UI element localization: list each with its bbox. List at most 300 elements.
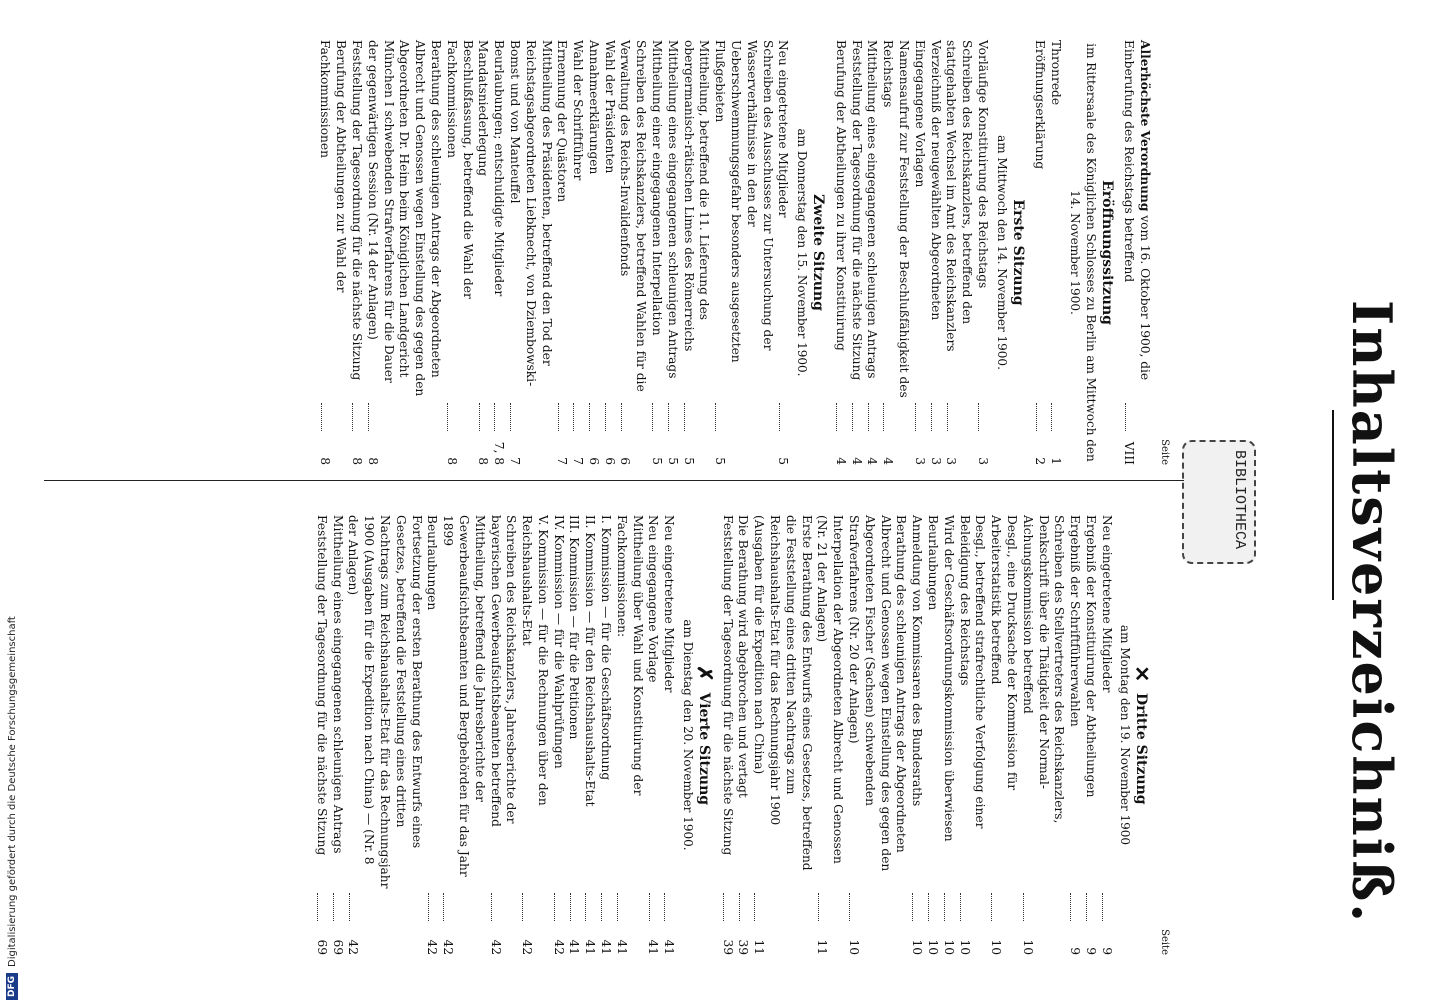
toc-page-number: 10 (957, 939, 972, 955)
toc-leader-dots (352, 403, 353, 431)
toc-entry (645, 515, 661, 955)
toc-entry-text (987, 515, 1019, 889)
toc-entry-body: Schreiben des Stellvertreters des Reichskanzlers, Denkschrift über die Thätigkeit der Normal-Aichungskommission betreffend (1020, 515, 1067, 824)
toc-entry (680, 40, 712, 465)
toc-leader-dots (1051, 403, 1052, 431)
toc-entry-body: Ergebniß der Schriftführerwahlen (1068, 515, 1083, 727)
section-date-zweite: am Donnerstag den 15. November 1900. (795, 128, 810, 377)
toc-entry-text (845, 515, 908, 889)
toc-entry-body: Feststellung der Tagesordnung für die nächste Sitzung (720, 515, 735, 856)
toc-entry-text (927, 40, 943, 399)
toc-entry (597, 515, 613, 955)
toc-entry (617, 40, 649, 465)
toc-entry-text (680, 40, 712, 399)
toc-entry-text (719, 515, 735, 889)
toc-leader-dots (558, 403, 559, 431)
toc-entry (864, 40, 880, 465)
toc-page-number: 11 (752, 939, 767, 955)
entries-erste (832, 40, 990, 465)
toc-entry-text (443, 40, 475, 399)
toc-entry-body: Beschlußfassung, betreffend die Wahl der Fachkommissionen (444, 40, 475, 299)
section-heading-eroeffnung: Eröffnungssitzung (1098, 180, 1115, 325)
toc-page-number: 7, 8 (492, 441, 507, 465)
section-heading-dritte-text: Dritte Sitzung (1133, 693, 1150, 805)
toc-entry (711, 40, 774, 465)
toc-entry-text (911, 40, 927, 399)
toc-leader-dots (617, 893, 618, 921)
toc-leader-dots (1036, 403, 1037, 431)
toc-entry-body: I. Kommission — für die Geschäftsordnung (599, 515, 614, 781)
toc-page-number: 41 (599, 939, 614, 955)
toc-entry-text (506, 40, 553, 399)
toc-entry (554, 40, 570, 465)
toc-leader-dots (944, 893, 945, 921)
page-title: Inhaltsverzeichniß. (1340, 300, 1404, 925)
toc-entry-body: Thronrede (1049, 40, 1064, 106)
toc-page-number: 2 (1033, 457, 1048, 465)
toc-entry (348, 40, 364, 465)
toc-entry-body: III. Kommission — für die Petitionen (567, 515, 582, 740)
toc-page-number: 39 (720, 939, 735, 955)
toc-page-number: 10 (925, 939, 940, 955)
toc-page-number: 9 (1099, 947, 1114, 955)
toc-entry-body: Ernennung der Quästoren (555, 40, 570, 203)
toc-page-number: 42 (346, 939, 361, 955)
toc-entry (927, 40, 943, 465)
toc-entry (848, 40, 864, 465)
section-heading-erste: Erste Sitzung (1009, 199, 1026, 306)
toc-entry-text (569, 40, 585, 399)
toc-leader-dots (491, 893, 492, 921)
toc-entry-body: Vorläufige Konstituirung des Reichstags (976, 40, 991, 289)
toc-entry (364, 40, 443, 465)
toc-entry-text (554, 40, 570, 399)
toc-entry-body: Berathung des schleunigen Antrags der Abgeordneten Albrecht und Genossen wegen Einstellung des gegen den Abgeordneten Dr. Heim beim Königlichen Landgericht München I schwebenden Strafverfahrens für die Dauer der gegenwärtigen Session (Nr. 14 der Anlagen) (365, 40, 443, 397)
toc-page-number: 7 (507, 457, 522, 465)
toc-entry-text (424, 515, 440, 889)
toc-entry-body: IV. Kommission — für die Wahlprüfungen (551, 515, 566, 769)
toc-entry (439, 515, 486, 955)
toc-entry-text (601, 40, 617, 399)
toc-entry-body: II. Kommission — für den Reichshaushalts-Etat (583, 515, 598, 807)
toc-leader-dots (723, 893, 724, 921)
toc-page-number: 42 (488, 939, 503, 955)
toc-entry (443, 40, 475, 465)
toc-entry-body: Eingegangene Vorlagen (912, 40, 927, 188)
toc-page-number: 7 (555, 457, 570, 465)
toc-leader-dots (928, 893, 929, 921)
toc-leader-dots (522, 893, 523, 921)
toc-entry-body: Die Berathung wird abgebrochen und vertagt (736, 515, 751, 798)
toc-entry (735, 515, 751, 955)
toc-entry-text (645, 515, 661, 889)
toc-entry-text (475, 40, 491, 399)
toc-entry (940, 515, 956, 955)
toc-entry-text (664, 40, 680, 399)
toc-entry-body: Berathung des schleunigen Antrags der Abgeordneten Albrecht und Genossen wegen Einstellung des gegen den Abgeordneten Fischer (Sachsen) schwebenden Strafverfahrens (Nr. 20 der Anlagen) (846, 515, 909, 872)
toc-entry-text (566, 515, 582, 889)
toc-entry-text (940, 515, 956, 889)
toc-page-number: 6 (586, 457, 601, 465)
toc-leader-dots (349, 893, 350, 921)
toc-entry-body: Berufung der Abtheilungen zur Wahl der Fachkommissionen (318, 40, 349, 293)
toc-leader-dots (739, 893, 740, 921)
toc-entry-text (660, 515, 676, 889)
toc-page-number: 10 (989, 939, 1004, 955)
toc-page-number: 42 (425, 939, 440, 955)
toc-page-number: 39 (736, 939, 751, 955)
toc-leader-dots (1023, 893, 1024, 921)
column-divider (44, 480, 1184, 481)
toc-entry-text (582, 515, 598, 889)
toc-entry (814, 515, 846, 955)
toc-leader-dots (317, 893, 318, 921)
toc-entry (345, 515, 424, 955)
title-rule (1332, 410, 1334, 600)
toc-page-number: 41 (662, 939, 677, 955)
toc-entry-body: Neu eingegangene Vorlage (646, 515, 661, 683)
footer-text: Digitalisierung gefördert durch die Deutsche Forschungsgemeinschaft (6, 616, 18, 967)
toc-entry-body: Schreiben des Reichskanzlers, betreffend Wahlen für die Verwaltung des Reichs-Invalidenfonds (618, 40, 649, 392)
toc-entry-body: Eröffnungserklärung (1033, 40, 1048, 170)
toc-entry (1121, 40, 1153, 465)
entries-eroeffnung (1032, 40, 1064, 465)
toc-entry (475, 40, 491, 465)
stamp-text: BIBLIOTHECA (1231, 450, 1248, 550)
toc-page-number: 3 (976, 457, 991, 465)
toc-page-number: 69 (314, 939, 329, 955)
toc-entry-text (814, 515, 846, 889)
toc-page-number: 5 (776, 457, 791, 465)
toc-entry-body: Schreiben des Reichskanzlers, betreffend den stattgehabten Wechsel im Amt des Reichskanzlers (944, 40, 975, 352)
toc-entry-body: Feststellung der Tagesordnung für die nächste Sitzung (849, 40, 864, 381)
toc-page-number: 1 (1049, 457, 1064, 465)
toc-leader-dots (570, 893, 571, 921)
toc-entry-body: vom 16. Oktober 1900, die Einberufung des Reichstags betreffend (1122, 40, 1153, 381)
toc-leader-dots (510, 403, 511, 431)
toc-entry-text (617, 40, 649, 399)
handwritten-cross-icon: ✕ (1130, 665, 1155, 683)
toc-entry (550, 515, 566, 955)
toc-entry (1047, 40, 1063, 465)
toc-entry-text (597, 515, 613, 889)
toc-page-number: 41 (646, 939, 661, 955)
toc-page-number: 41 (583, 939, 598, 955)
toc-entry-text (1082, 515, 1098, 889)
toc-leader-dots (883, 403, 884, 431)
toc-page-number: 5 (713, 457, 728, 465)
section-heading-dritte (1130, 515, 1155, 955)
toc-leader-dots (779, 403, 780, 431)
toc-entry (911, 40, 927, 465)
toc-leader-dots (601, 893, 602, 921)
section-heading-vierte-text: Vierte Sitzung (695, 692, 712, 806)
toc-leader-dots (818, 893, 819, 921)
toc-entry-text (648, 40, 664, 399)
toc-leader-dots (1070, 893, 1071, 921)
toc-entry-text (924, 515, 940, 889)
library-stamp (1182, 440, 1256, 564)
toc-entry-text (974, 40, 990, 399)
toc-page-number: 5 (665, 457, 680, 465)
toc-page-number: 4 (849, 457, 864, 465)
toc-entry-text (832, 40, 848, 399)
toc-entry-body: Mittheilung einer eingegangenen Interpellation (650, 40, 665, 336)
toc-leader-dots (573, 403, 574, 431)
toc-entry (719, 515, 735, 955)
toc-entry-text (1032, 40, 1048, 399)
toc-entry (566, 515, 582, 955)
toc-page-number: 4 (865, 457, 880, 465)
toc-entry-text (943, 40, 975, 399)
toc-entry-text (585, 40, 601, 399)
toc-entry-text (775, 40, 791, 399)
toc-entry (832, 40, 848, 465)
toc-leader-dots (684, 403, 685, 431)
toc-leader-dots (605, 403, 606, 431)
toc-entry (943, 40, 975, 465)
toc-entry-text (345, 515, 424, 889)
toc-page-number: 42 (551, 939, 566, 955)
toc-entry (506, 40, 553, 465)
toc-entry-body: Mittheilung, betreffend die 11. Lieferung des obergermanisch-rätischen Limes des Römerreichs (681, 40, 712, 352)
toc-leader-dots (652, 403, 653, 431)
toc-page-number: 5 (681, 457, 696, 465)
toc-entry (613, 515, 645, 955)
toc-leader-dots (915, 403, 916, 431)
toc-entry-body: Feststellung der Tagesordnung für die nächste Sitzung (314, 515, 329, 856)
toc-entry-body: Beurlaubungen; entschuldigte Mitglieder (492, 40, 507, 297)
toc-leader-dots (494, 403, 495, 431)
toc-leader-dots (978, 403, 979, 431)
toc-entry-body: Annahmeerklärungen (586, 40, 601, 175)
toc-entry-body: Desgl., betreffend strafrechtliche Verfolgung einer Beleidigung des Reichstags (957, 515, 988, 829)
toc-leader-dots (754, 893, 755, 921)
toc-leader-dots (1102, 893, 1103, 921)
entries-dritte (719, 515, 1114, 955)
toc-leader-dots (868, 403, 869, 431)
toc-entry (987, 515, 1019, 955)
toc-entry-body: Mittheilung eines eingegangenen schleunigen Antrags (865, 40, 880, 379)
toc-entry (487, 515, 519, 955)
toc-entry-text (956, 515, 988, 889)
entries-zweite (317, 40, 791, 465)
footer-credit (6, 0, 18, 1000)
toc-page-number: 3 (912, 457, 927, 465)
toc-entry-lead: Allerhöchste Verordnung (1138, 40, 1153, 212)
toc-entry (317, 40, 349, 465)
intro-list (1121, 40, 1153, 465)
toc-page-number: 8 (476, 457, 491, 465)
left-column (317, 40, 1172, 465)
toc-entry-text (364, 40, 443, 399)
toc-page-number: 8 (365, 457, 380, 465)
toc-page-number: 10 (941, 939, 956, 955)
toc-entry (924, 515, 940, 955)
toc-leader-dots (947, 403, 948, 431)
toc-page-number: 8 (349, 457, 364, 465)
toc-entry-body: Namensaufruf zur Feststellung der Beschlußfähigkeit des Reichstags (881, 40, 912, 398)
toc-entry-text (518, 515, 550, 889)
toc-entry-text (848, 40, 864, 399)
toc-entry-body: Schreiben des Ausschusses zur Untersuchung der Wasserverhältnisse in den der Ueberschwemmungsgefahr besonders ausgesetzten Flußgebieten (713, 40, 775, 363)
toc-entry-body: V. Kommission — für die Rechnungen über den Reichshaushalts-Etat (520, 515, 550, 806)
section-date-erste: am Mittwoch den 14. November 1900. (994, 135, 1009, 370)
toc-entry (1082, 515, 1098, 955)
toc-entry-body: Schreiben des Reichskanzlers, Jahresberichte der bayerischen Gewerbeaufsichtsbeamten betreffend (488, 515, 519, 827)
toc-entry-text (613, 515, 645, 889)
toc-page-number: 6 (602, 457, 617, 465)
toc-entry (879, 40, 911, 465)
toc-leader-dots (479, 403, 480, 431)
toc-entry (313, 515, 329, 955)
toc-entry-text (313, 515, 329, 889)
toc-leader-dots (1086, 893, 1087, 921)
toc-entry (664, 40, 680, 465)
section-date-eroeffnung: im Rittersaale des Königlichen Schlosses zu Berlin am Mittwoch den 14. November 1900. (1068, 43, 1098, 462)
toc-entry (775, 40, 791, 465)
toc-leader-dots (443, 893, 444, 921)
toc-leader-dots (664, 893, 665, 921)
toc-entry-body: Anmeldung von Kommissaren des Bundesraths (910, 515, 925, 807)
toc-leader-dots (931, 403, 932, 431)
toc-entry-text (329, 515, 345, 889)
toc-entry-text (348, 40, 364, 399)
toc-entry-text (750, 515, 813, 889)
toc-entry-text (490, 40, 506, 399)
toc-entry-text (439, 515, 486, 889)
toc-page-number: 10 (846, 939, 861, 955)
toc-entry-body: Mittheilung des Präsidenten, betreffend den Tod der Reichstagsabgeordneten Liebknecht, von Dziembowski-Bomst und von Manteuffel (507, 40, 554, 387)
toc-leader-dots (589, 403, 590, 431)
toc-entry-body: Interpellation der Abgeordneten Albrecht und Genossen (Nr. 21 der Anlagen) (815, 515, 846, 864)
toc-leader-dots (586, 893, 587, 921)
toc-entry (329, 515, 345, 955)
toc-entry (1019, 515, 1066, 955)
toc-entry (648, 40, 664, 465)
toc-leader-dots (668, 403, 669, 431)
toc-leader-dots (1125, 403, 1126, 431)
toc-entry (601, 40, 617, 465)
toc-entry-body: Wahl der Schriftführer (571, 40, 586, 181)
section-heading-zweite: Zweite Sitzung (810, 194, 827, 311)
toc-entry-body: Verzeichniß der neugewählten Abgeordneten (928, 40, 943, 321)
toc-entry-body: Beurlaubungen (425, 515, 440, 611)
toc-entry-body: Mittheilung eines eingegangenen schleunigen Antrags (330, 515, 345, 854)
toc-leader-dots (836, 403, 837, 431)
toc-entry-body: Neu eingetretene Mitglieder (662, 515, 677, 693)
toc-entry-body: Neu eingetretene Mitglieder (1099, 515, 1114, 693)
toc-page-number: VIII (1122, 441, 1137, 465)
toc-entry-body: Mittheilung eines eingegangenen schleunigen Antrags (665, 40, 680, 379)
toc-page-number: 42 (441, 939, 456, 955)
toc-leader-dots (960, 893, 961, 921)
toc-entry (490, 40, 506, 465)
toc-entry-body: Berufung der Abtheilungen zu ihrer Konstituirung (833, 40, 848, 351)
toc-leader-dots (649, 893, 650, 921)
toc-page-number: 4 (881, 457, 896, 465)
toc-page-number: 69 (330, 939, 345, 955)
toc-page-number: 4 (833, 457, 848, 465)
toc-leader-dots (852, 403, 853, 431)
toc-entry-body: Neu eingetretene Mitglieder (776, 40, 791, 218)
toc-entry (424, 515, 440, 955)
toc-page-number: 9 (1068, 947, 1083, 955)
toc-page-number: 9 (1083, 947, 1098, 955)
toc-entry-text (550, 515, 566, 889)
toc-entry-text (1098, 515, 1114, 889)
section-date-vierte: am Dienstag den 20. November 1900. (681, 619, 696, 851)
seite-label-left: Seite (1159, 439, 1170, 465)
entries-vierte (313, 515, 676, 955)
dfg-logo: DFG (6, 973, 18, 1000)
toc-page-number: 10 (910, 939, 925, 955)
toc-entry-text (864, 40, 880, 399)
toc-entry (750, 515, 813, 955)
toc-page-number: 6 (618, 457, 633, 465)
toc-entry (660, 515, 676, 955)
right-column (313, 515, 1172, 955)
toc-page-number: 42 (520, 939, 535, 955)
toc-page-number: 7 (571, 457, 586, 465)
toc-entry (845, 515, 908, 955)
toc-page-number: 41 (614, 939, 629, 955)
toc-entry (518, 515, 550, 955)
toc-page-number: 5 (650, 457, 665, 465)
toc-leader-dots (621, 403, 622, 431)
toc-entry (582, 515, 598, 955)
toc-entry (1032, 40, 1048, 465)
toc-entry-text (711, 40, 774, 399)
toc-entry-body: Mittheilung über Wahl und Konstituirung der Fachkommissionen: (614, 515, 645, 796)
toc-entry-body: Feststellung der Tagesordnung für die nächste Sitzung (349, 40, 364, 381)
toc-page-number: 3 (928, 457, 943, 465)
toc-leader-dots (368, 403, 369, 431)
toc-page-number: 41 (567, 939, 582, 955)
toc-leader-dots (912, 893, 913, 921)
toc-entry-text (879, 40, 911, 399)
toc-entry-text (908, 515, 924, 889)
toc-entry-text (487, 515, 519, 889)
toc-entry-body: Desgl., eine Drucksache der Kommission für Arbeiterstatistik betreffend (989, 515, 1019, 791)
toc-entry (908, 515, 924, 955)
toc-entry-text (1066, 515, 1082, 889)
toc-entry-body: Mittheilung, betreffend die Jahresberichte der Gewerbeaufsichtsbeamten und Bergbehörden für das Jahr 1899 (441, 515, 487, 877)
toc-entry-text (317, 40, 349, 399)
handwritten-mark-icon: ✗ (692, 664, 717, 682)
toc-entry-text (1019, 515, 1066, 889)
toc-page-number: 8 (318, 457, 333, 465)
toc-entry (1066, 515, 1082, 955)
toc-entry-body: Fortsetzung der ersten Berathung des Entwurfs eines Gesetzes, betreffend die Feststellung eines dritten Nachtrags zum Reichshaushalts-Etat für das Rechnungsjahr 1900 (Ausgaben für die Expedition nach China) — (Nr. 8 der Anlagen) (346, 515, 424, 889)
toc-entry-text (1047, 40, 1063, 399)
toc-leader-dots (991, 893, 992, 921)
toc-entry-body: Wahl der Präsidenten (602, 40, 617, 174)
toc-entry (569, 40, 585, 465)
toc-entry (1098, 515, 1114, 955)
toc-leader-dots (849, 893, 850, 921)
toc-leader-dots (428, 893, 429, 921)
toc-leader-dots (715, 403, 716, 431)
toc-entry (585, 40, 601, 465)
section-heading-vierte (692, 515, 717, 955)
toc-leader-dots (554, 893, 555, 921)
toc-leader-dots (321, 403, 322, 431)
toc-page-number: 10 (1020, 939, 1035, 955)
toc-entry (956, 515, 988, 955)
toc-entry-body: Ergebniß der Konstituirung der Abtheilungen (1083, 515, 1098, 798)
section-date-dritte: am Montag den 19. November 1900 (1118, 624, 1133, 846)
